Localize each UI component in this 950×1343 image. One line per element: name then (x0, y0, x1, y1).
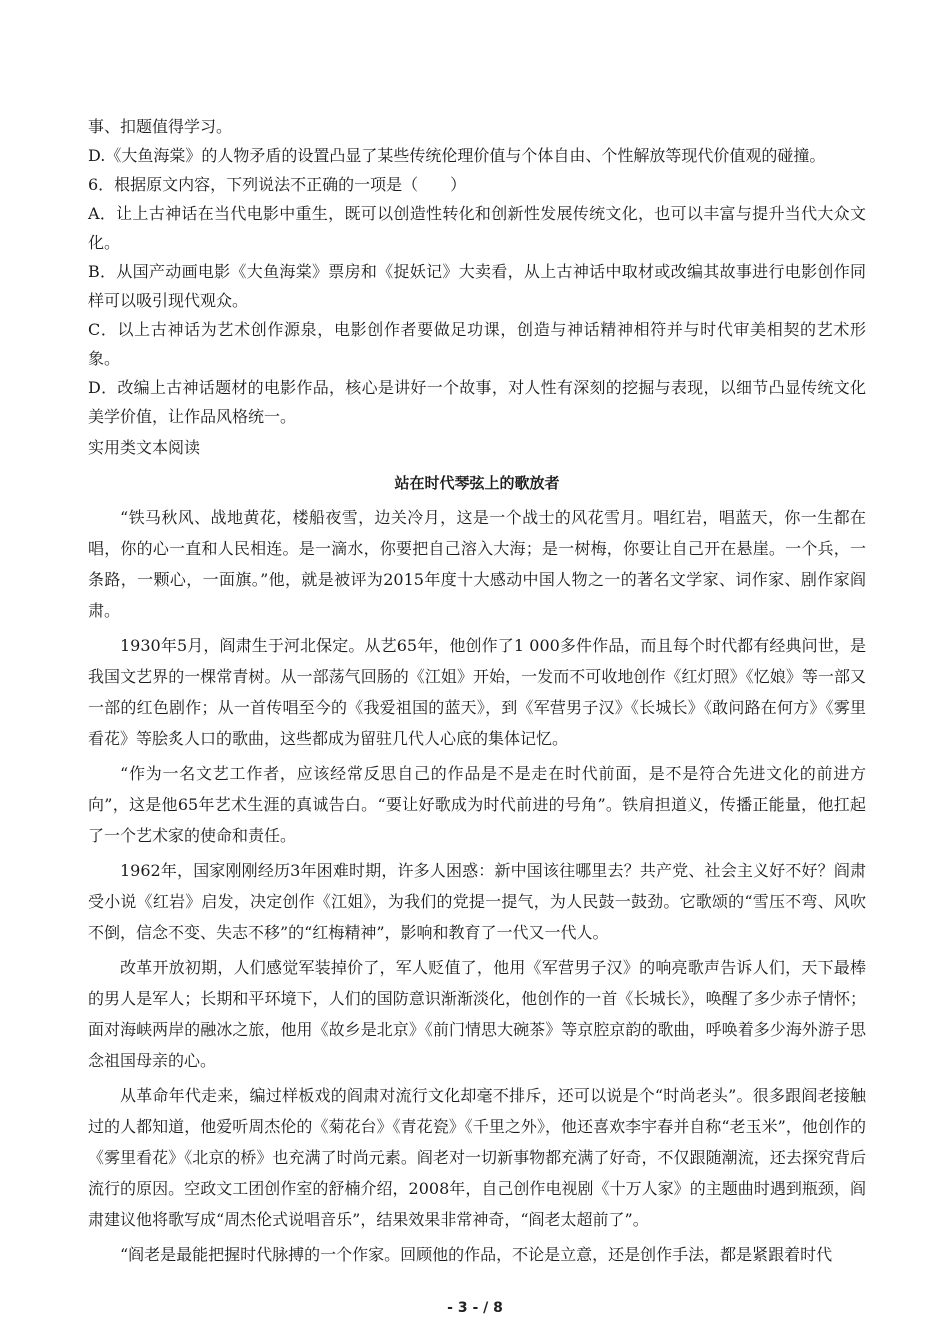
article-paragraph-5: 改革开放初期，人们感觉军装掉价了，军人贬值了，他用《军营男子汉》的响亮歌声告诉人们，天下最棒的男人是军人；长期和平环境下，人们的国防意识渐渐淡化，他创作的一首《长城长》，唤醒了多少赤子情怀；面对海峡两岸的融冰之旅，他用《故乡是北京》《前门情思大碗茶》等京腔京韵的歌曲，呼唤着多少海外游子思念祖国母亲的心。 (88, 958, 866, 1070)
q5-option-c-tail: 事、扣题值得学习。 (88, 117, 233, 136)
article-title: 站在时代琴弦上的歌放者 (394, 474, 560, 492)
page-number: - 3 - / 8 (447, 1300, 503, 1316)
article-paragraph-2: 1930年5月，阎肃生于河北保定。从艺65年，他创作了1 000多件作品，而且每个时代都有经典问世，是我国文艺界的一棵常青树。从一部荡气回肠的《江姐》开始，一发而不可收地创作《红灯照》《忆娘》等一部又一部的红色剧作；从一首传唱至今的《我爱祖国的蓝天》，到《军营男子汉》《长城长》《敢问路在何方》《雾里看花》等脍炙人口的歌曲，这些都成为留驻几代人心底的集体记忆。 (88, 636, 866, 748)
q6-stem: 6．根据原文内容，下列说法不正确的一项是（ ） (88, 175, 467, 194)
article-paragraph-1: “铁马秋风、战地黄花，楼船夜雪，边关冷月，这是一个战士的风花雪月。唱红岩，唱蓝天，你一生都在唱，你的心一直和人民相连。是一滴水，你要把自己溶入大海；是一树梅，你要让自己开在悬崖。一个兵，一条路，一颗心，一面旗。”他，就是被评为2015年度十大感动中国人物之一的著名文学家、词作家、剧作家阎肃。 (88, 508, 866, 620)
article-paragraph-6: 从革命年代走来，编过样板戏的阎肃对流行文化却毫不排斥，还可以说是个“时尚老头”。很多跟阎老接触过的人都知道，他爱听周杰伦的《菊花台》《青花瓷》《千里之外》，他还喜欢李宇春并自称“老玉米”，他创作的《雾里看花》《北京的桥》也充满了时尚元素。阎老对一切新事物都充满了好奇，不仅跟随潮流，还去探究背后流行的原因。空政文工团创作室的舒楠介绍，2008年，自己创作电视剧《十万人家》的主题曲时遇到瓶颈，阎肃建议他将歌写成“周杰伦式说唱音乐”，结果效果非常神奇，“阎老太超前了”。 (88, 1086, 866, 1229)
article-paragraph-3: “作为一名文艺工作者，应该经常反思自己的作品是不是走在时代前面，是不是符合先进文化的前进方向”，这是他65年艺术生涯的真诚告白。“要让好歌成为时代前进的号角”。铁肩担道义，传播正能量，他扛起了一个艺术家的使命和责任。 (88, 764, 866, 845)
q6-option-b: B．从国产动画电影《大鱼海棠》票房和《捉妖记》大卖看，从上古神话中取材或改编其故事进行电影创作同样可以吸引现代观众。 (88, 262, 866, 310)
article-paragraph-7: “阎老是最能把握时代脉搏的一个作家。回顾他的作品，不论是立意，还是创作手法，都是紧跟着时代 (120, 1245, 833, 1264)
q6-option-d: D．改编上古神话题材的电影作品，核心是讲好一个故事，对人性有深刻的挖掘与表现，以细节凸显传统文化美学价值，让作品风格统一。 (88, 378, 866, 426)
article-paragraph-4: 1962年，国家刚刚经历3年困难时期，许多人困惑：新中国该往哪里去？共产党、社会主义好不好？阎肃受小说《红岩》启发，决定创作《江姐》，为我们的党提一提气，为人民鼓一鼓劲。它歌颂的“雪压不弯、风吹不倒，信念不变、失志不移”的“红梅精神”，影响和教育了一代又一代人。 (88, 861, 866, 942)
page-content (88, 112, 866, 1274)
q5-option-d: D.《大鱼海棠》的人物矛盾的设置凸显了某些传统伦理价值与个体自由、个性解放等现代价值观的碰撞。 (88, 146, 826, 165)
q6-option-c: C．以上古神话为艺术创作源泉，电影创作者要做足功课，创造与神话精神相符并与时代审美相契的艺术形象。 (88, 320, 866, 368)
section-label: 实用类文本阅读 (88, 438, 201, 457)
q6-option-a: A．让上古神话在当代电影中重生，既可以创造性转化和创新性发展传统文化，也可以丰富与提升当代大众文化。 (88, 204, 866, 252)
